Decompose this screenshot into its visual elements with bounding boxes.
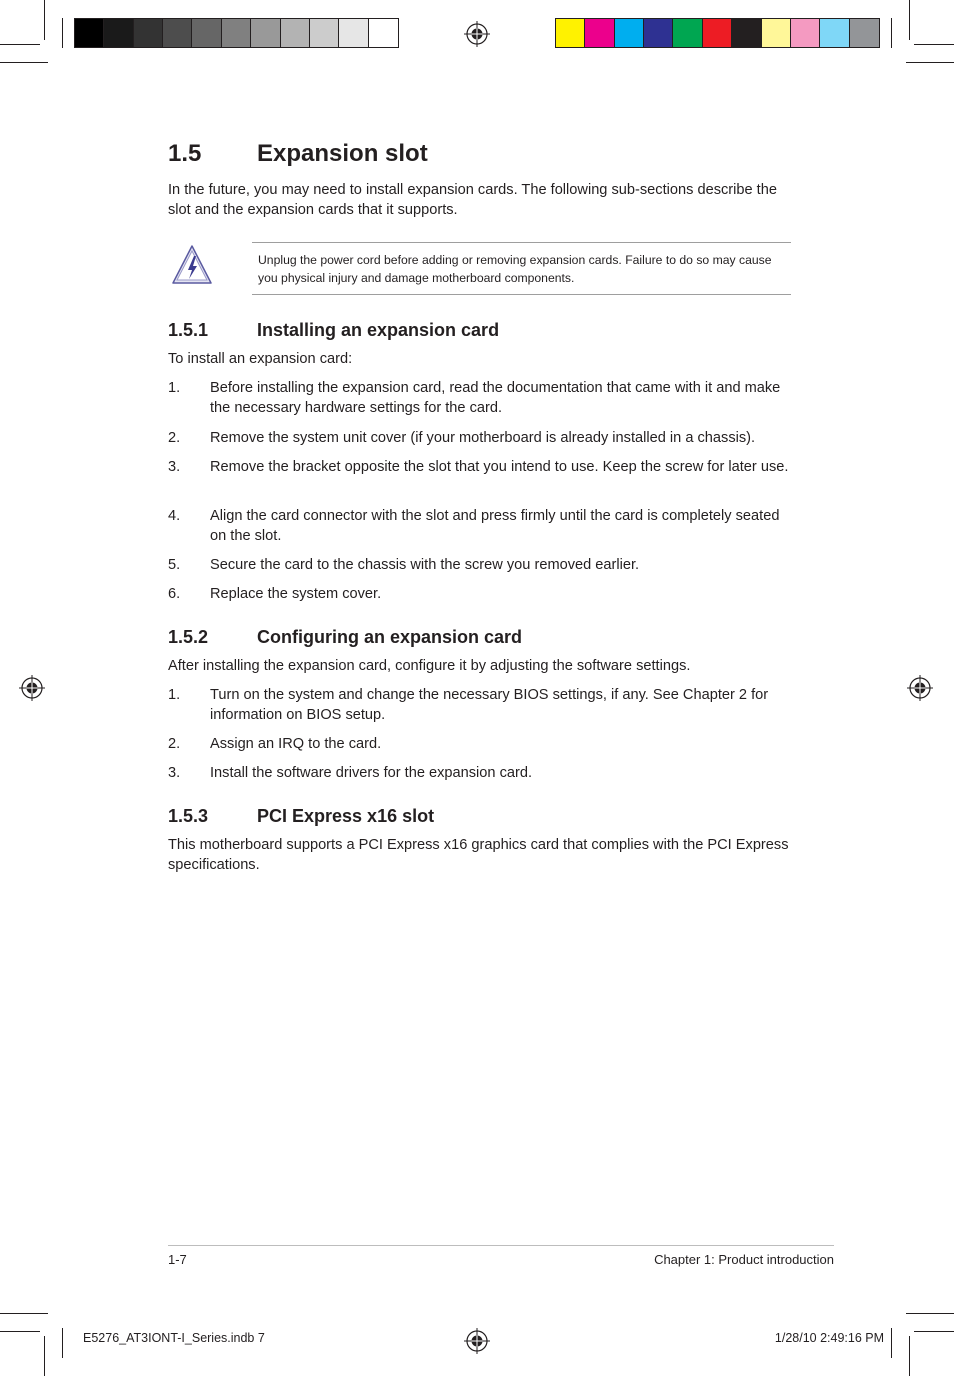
subsection-number: 1.5.2: [168, 627, 209, 647]
registration-mark-icon: [907, 675, 933, 701]
color-swatch: [104, 19, 133, 47]
color-swatch: [134, 19, 163, 47]
list-item: [168, 685, 790, 725]
registration-mark-icon: [19, 675, 45, 701]
list-item: [168, 763, 790, 783]
color-swatch: [585, 19, 614, 47]
color-swatch: [251, 19, 280, 47]
color-swatch: [163, 19, 192, 47]
subsection-number: 1.5.3: [168, 806, 209, 826]
list-number: 1.: [168, 380, 181, 396]
slug-timestamp: 1/28/10 2:49:16 PM: [774, 1331, 884, 1345]
section-number: 1.5: [168, 140, 202, 167]
registration-mark-icon: [464, 1328, 490, 1354]
subsection-title-text: Installing an expansion card: [257, 320, 500, 340]
list-text: Secure the card to the chassis with the screw you removed earlier.: [210, 557, 640, 573]
color-swatch: [369, 19, 398, 47]
color-swatch: [732, 19, 761, 47]
page-number: 1-7: [168, 1252, 187, 1267]
color-swatch: [222, 19, 251, 47]
subsection-title-text: Configuring an expansion card: [257, 627, 523, 647]
subsection-intro: To install an expansion card:: [168, 351, 353, 367]
color-swatch: [310, 19, 339, 47]
color-swatch: [644, 19, 673, 47]
list-item: [168, 734, 790, 754]
subsection-title: [168, 627, 522, 648]
slug-filename: E5276_AT3IONT-I_Series.indb 7: [83, 1331, 265, 1345]
list-text: Install the software drivers for the expansion card.: [210, 765, 533, 781]
crop-mark: [0, 44, 40, 45]
list-number: 6.: [168, 586, 181, 602]
list-item: [168, 555, 790, 575]
list-text: Remove the bracket opposite the slot that you intend to use. Keep the screw for later use.: [210, 459, 789, 475]
note-divider: [252, 294, 791, 295]
color-swatch: [791, 19, 820, 47]
crop-mark: [914, 44, 954, 45]
color-swatch: [615, 19, 644, 47]
color-bar: [555, 18, 880, 48]
list-text: Turn on the system and change the necessary BIOS settings, if any. See Chapter 2 for information on BIOS setup.: [210, 687, 769, 723]
list-item: [168, 506, 790, 546]
section-title-text: Expansion slot: [257, 140, 428, 167]
subsection-intro: After installing the expansion card, configure it by adjusting the software settings.: [168, 658, 691, 674]
crop-mark: [906, 62, 954, 63]
color-swatch: [762, 19, 791, 47]
crop-mark: [891, 18, 892, 48]
crop-mark: [62, 1328, 63, 1358]
crop-mark: [62, 18, 63, 48]
color-swatch: [75, 19, 104, 47]
color-swatch: [281, 19, 310, 47]
color-swatch: [339, 19, 368, 47]
crop-mark: [44, 1336, 45, 1376]
list-text: Align the card connector with the slot and press firmly until the card is completely seated on the slot.: [210, 508, 780, 544]
list-text: Assign an IRQ to the card.: [210, 736, 382, 752]
list-item: [168, 457, 790, 477]
crop-mark: [0, 62, 48, 63]
subsection-title-text: PCI Express x16 slot: [257, 806, 435, 826]
list-number: 2.: [168, 736, 181, 752]
crop-mark: [891, 1328, 892, 1358]
warning-text: Unplug the power cord before adding or removing expansion cards. Failure to do so may cause you physical injury and damage motherboard components.: [258, 253, 772, 285]
section-title: [168, 140, 428, 168]
crop-mark: [909, 0, 910, 40]
color-swatch: [820, 19, 849, 47]
crop-mark: [909, 1336, 910, 1376]
list-number: 3.: [168, 765, 181, 781]
color-swatch: [192, 19, 221, 47]
color-swatch: [703, 19, 732, 47]
list-number: 3.: [168, 459, 181, 475]
list-number: 4.: [168, 508, 181, 524]
subsection-number: 1.5.1: [168, 320, 209, 340]
subsection-title: [168, 806, 434, 827]
color-swatch: [673, 19, 702, 47]
crop-mark: [914, 1331, 954, 1332]
list-item: [168, 584, 790, 604]
color-swatch: [556, 19, 585, 47]
chapter-label: Chapter 1: Product introduction: [654, 1252, 834, 1267]
crop-mark: [44, 0, 45, 40]
crop-mark: [906, 1313, 954, 1314]
grayscale-bar: [74, 18, 399, 48]
intro-paragraph: In the future, you may need to install expansion cards. The following sub-sections describe the slot and the expansion cards that it supports.: [168, 182, 777, 218]
note-divider: [252, 242, 791, 243]
subsection-body: This motherboard supports a PCI Express x16 graphics card that complies with the PCI Express specifications.: [168, 837, 789, 873]
color-swatch: [850, 19, 879, 47]
list-text: Before installing the expansion card, read the documentation that came with it and make the necessary hardware settings for the card.: [210, 380, 781, 416]
list-number: 1.: [168, 687, 181, 703]
registration-mark-icon: [464, 21, 490, 47]
crop-mark: [0, 1313, 48, 1314]
warning-triangle-icon: [170, 243, 214, 287]
list-number: 2.: [168, 430, 181, 446]
list-text: Remove the system unit cover (if your motherboard is already installed in a chassis).: [210, 430, 756, 446]
list-item: [168, 428, 790, 448]
list-text: Replace the system cover.: [210, 586, 382, 602]
crop-mark: [0, 1331, 40, 1332]
subsection-title: [168, 320, 499, 341]
list-item: [168, 378, 790, 418]
footer-divider: [168, 1245, 834, 1246]
list-number: 5.: [168, 557, 181, 573]
